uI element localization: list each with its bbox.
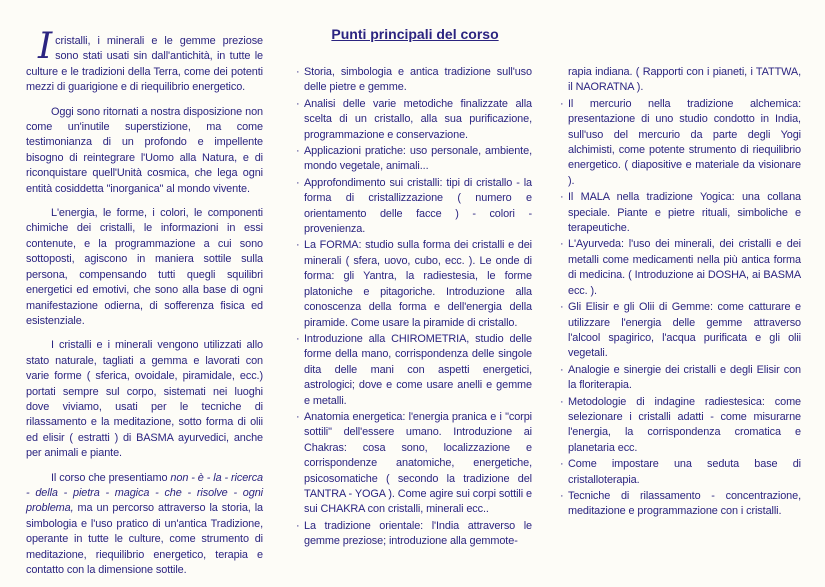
intro-paragraph-2: Oggi sono ritornati a nostra disposizione non come un'inutile superstizione, ma come testimonianza di un profondo e impellente bisogno di reintegrare l'Uomo alla Natura, e di riconquistare quell'Unità cosmica, che lega ogni entità cosiddetta "inorganica" al mondo vivente. (26, 105, 263, 195)
list-item: · Il mercurio nella tradizione alchemica: presentazione di uno studio condotto in India, sull'uso del mercurio da parte degli Yogi alchimisti, come potente strumento di riequilibrio energetico. ( diapositive e materiale da visionare ). (562, 97, 801, 189)
list-item: · Analisi delle varie metodiche finalizzate alla scelta di un cristallo, alla sua purificazione, programmazione e conservazione. (298, 97, 532, 143)
intro-column (26, 26, 264, 587)
list-item: · Come impostare una seduta base di cristalloterapia. (562, 457, 801, 488)
list-item: · Anatomia energetica: l'energia pranica e i "corpi sottili" dell'essere umano. Introduzione ai Chakras: cosa sono, localizzazione e corrispondenze anatomiche, energetiche, psicosomatiche ( secondo la tradizione del TANTRA - YOGA ). Come agire sui corpi sottili e sui CHAKRA con cristalli, minerali ecc.. (298, 410, 532, 518)
page-title: Punti principali del corso (331, 26, 499, 42)
list-item: · Analogie e sinergie dei cristalli e degli Elisir con la floriterapia. (562, 363, 801, 394)
list-item: · Tecniche di rilassamento - concentrazione, meditazione e programmazione con i cristalli. (562, 489, 801, 520)
intro-paragraph-5: Il corso che presentiamo non - è - la - ricerca - della - pietra - magica - che - risolve - ogni problema, ma un percorso attraverso la storia, la simbologia e l'uso pratico di un'antica Tradizione, operante in tutte le culture, come strumento di meditazione, riequilibrio energetico, terapia e contatto con la dimensione sottile. (26, 471, 264, 576)
list-item: · Metodologie di indagine radiestesica: come selezionare i cristalli adatti - come misurarne l'energia, la corrispondenza cromatica e planetaria ecc. (562, 395, 801, 457)
list-item-continuation: rapia indiana. ( Rapporti con i pianeti, i TATTWA, il NAORATNA ). (568, 66, 801, 94)
intro-paragraph-1: Icristalli, i minerali e le gemme preziose sono stati usati sin dall'antichità, in tutte le culture e le tradizioni della Terra, come dei potenti mezzi di guarigione e di riequilibrio energetico. (26, 26, 263, 94)
intro-paragraph-4: I cristalli e i minerali vengono utilizzati allo stato naturale, tagliati a gemma e lavorati con varie forme ( sferica, ovoidale, piramidale, ecc.) portati sempre sul corpo, sistemati nei luoghi dove viviamo, usati per le tecniche di rilassamento e la meditazione, sotto forma di olii ed elisir ( estratti ) di BASMA ayurvedici, anche per animali e piante. (26, 339, 263, 460)
list-item: · Gli Elisir e gli Olii di Gemme: come catturare e utilizzare l'energia delle gemme attraverso l'alcool spagirico, l'acqua purificata e gli olii vegetali. (562, 300, 801, 362)
list-item: · Storia, simbologia e antica tradizione sull'uso delle pietre e gemme. (298, 65, 532, 96)
list-item: · L'Ayurveda: l'uso dei minerali, dei cristalli e dei metalli come medicamenti nella più antica forma di medicina. ( Introduzione ai DOSHA, ai BASMA ecc. ). (562, 237, 801, 299)
list-item: · Applicazioni pratiche: uso personale, ambiente, mondo vegetale, animali... (298, 144, 532, 175)
list-item: · La tradizione orientale: l'India attraverso le gemme preziose; introduzione alla gemmote- (298, 519, 532, 550)
list-item: · Il MALA nella tradizione Yogica: una collana speciale. Piante e pietre rituali, simboliche e terapeutiche. (562, 190, 801, 236)
list-item: · La FORMA: studio sulla forma dei cristalli e dei minerali ( sfera, uovo, cubo, ecc. ). Le onde di forma: gli Yantra, la radiestesia, le forme platoniche e pitagoriche. Introduzione alla conoscenza della forma e dell'energia della piramide. Come usare la piramide di cristallo. (298, 238, 532, 330)
list-item: · Introduzione alla CHIROMETRIA, studio delle forme della mano, corrispondenza delle singole dita delle mani con aspetti energetici, astrologici; dove e come usare anelli e gemme e metalli. (298, 332, 532, 409)
list-item: · Approfondimento sui cristalli: tipi di cristallo - la forma di cristallizzazione ( numero e orientamento delle facce ) - colori - provenienza. (298, 176, 532, 238)
drop-cap: I (38, 26, 53, 67)
intro-paragraph-3: L'energia, le forme, i colori, le componenti chimiche dei cristalli, le informazioni in essi contenute, e la programmazione a cui sono sottoposti, agiscono in maniera sottile sulla persona, compensando tutti quegli squilibri energetici ed emotivi, che sono alla base di ogni manifestazione odierna, di sofferenza fisica ed esistenziale. (26, 207, 263, 327)
course-points-column-1 (298, 65, 532, 551)
course-points-column-2 (562, 65, 801, 521)
